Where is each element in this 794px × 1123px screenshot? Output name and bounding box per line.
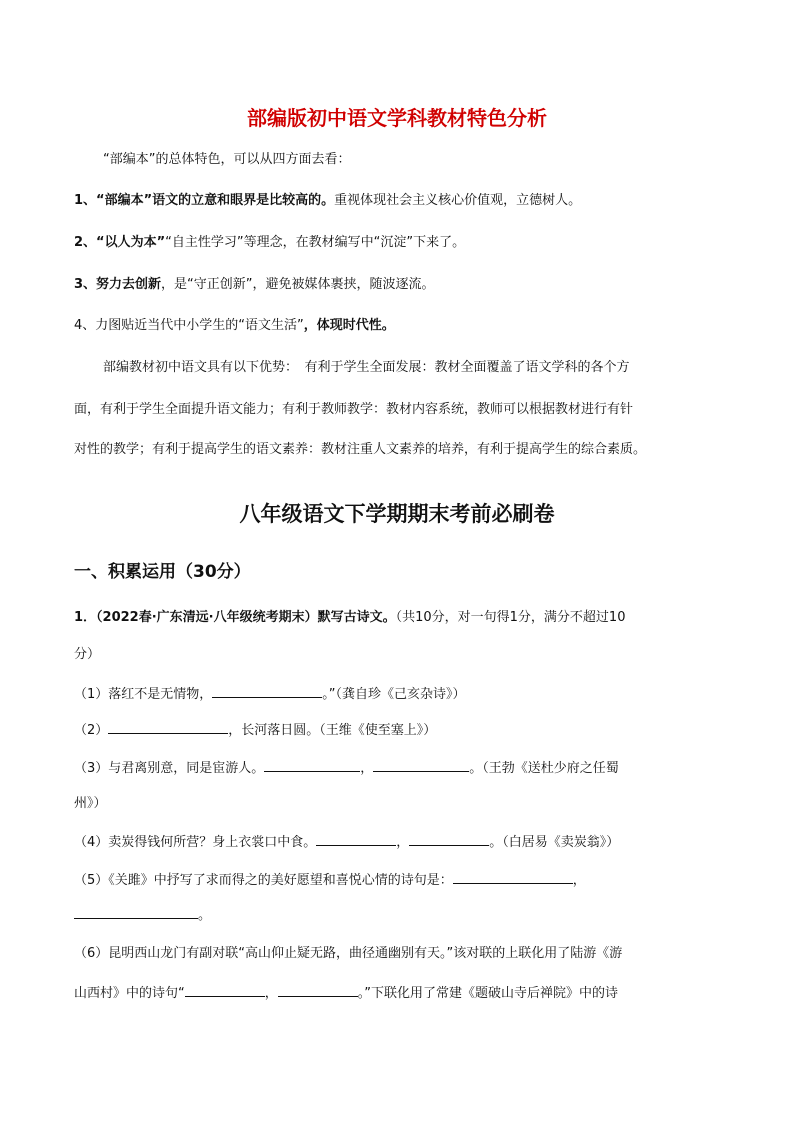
point-4-pre: 4、力图贴近当代中小学生的“语文生活” [74,318,304,333]
sub-question-3 [74,758,619,778]
sub-question-6-text: 山西村》中的诗句“ [74,986,185,1001]
sub-question-4-text: （4）卖炭得钱何所营？身上衣裳口中食。 [74,835,317,850]
advantages-line-3: 对性的教学；有利于提高学生的语文素养：教材注重人文素养的培养，有利于提高学生的综合素质。 [74,442,647,457]
answer-blank[interactable] [409,832,489,846]
sub-question-6-cont [74,983,618,1003]
sub-question-5-wrap [74,905,211,925]
point-1-rest: 重视体现社会主义核心价值观，立德树人。 [334,193,582,208]
comma: ， [264,986,278,1001]
sub-question-4-source: 。（白居易《卖炭翁》） [489,835,620,850]
answer-blank[interactable] [185,983,265,997]
point-4-bold: ，体现时代性。 [303,318,395,333]
sub-question-4 [74,832,619,852]
question-1-head [74,609,625,627]
answer-blank[interactable] [108,720,228,734]
sub-question-5-text: （5）《关雎》中抒写了求而得之的美好愿望和喜悦心情的诗句是： [74,873,453,888]
question-1-instructions: （共10分，对一句得1分，满分不超过10 [395,610,626,625]
intro-text: “部编本”的总体特色，可以从四方面去看： [103,152,351,167]
comma: ， [572,873,586,888]
sub-question-3-source: 。（王勃《送杜少府之任蜀 [469,761,619,776]
page-title: 部编版初中语文学科教材特色分析 [247,106,547,130]
advantages-line-2: 面，有利于学生全面提升语文能力；有利于教师教学：教材内容系统，教师可以根据教材进行有针 [74,402,634,417]
sub-question-2-number: （2） [74,723,109,738]
sub-question-3-wrap: 州》） [74,796,107,811]
question-1-source: 1．（2022春·广东清远·八年级统考期末）默写古诗文。 [74,610,396,625]
sub-question-3-text: （3）与君离别意，同是宦游人。 [74,761,265,776]
point-4 [74,317,395,335]
answer-blank[interactable] [212,684,322,698]
sub-question-2-text: ，长河落日圆。（王维《使至塞上》） [228,723,437,738]
advantages-line-1: 部编教材初中语文具有以下优势： 有利于学生全面发展：教材全面覆盖了语文学科的各个方 [103,360,630,375]
section-heading: 一、积累运用（30分） [74,562,251,582]
answer-blank[interactable] [453,870,573,884]
sub-question-1 [74,684,466,704]
exam-title: 八年级语文下学期期末考前必刷卷 [239,502,555,526]
sub-question-1-text: （1）落红不是无情物， [74,687,213,702]
point-1 [74,192,581,210]
answer-blank[interactable] [373,758,469,772]
point-2-bold: 2、“以人为本” [74,235,166,250]
point-3-bold: 3、努力去创新 [74,277,162,292]
comma: ， [360,761,374,776]
sub-question-1-source: 。”（龚自珍《己亥杂诗》） [322,687,466,702]
point-3 [74,276,435,294]
point-2-rest: “自主性学习”等理念，在教材编写中“沉淀”下来了。 [165,235,466,250]
answer-blank[interactable] [74,905,198,919]
sub-question-2 [74,720,436,740]
question-1-head-wrap: 分） [74,647,101,662]
point-3-rest: ，是“守正创新”，避免被媒体裹挟，随波逐流。 [161,277,435,292]
sub-question-6-rest: 。”下联化用了常建《题破山寺后禅院》中的诗 [357,986,619,1001]
period: 。 [198,908,212,923]
point-1-bold: 1、“部编本”语文的立意和眼界是比较高的。 [74,193,335,208]
point-2 [74,234,465,252]
sub-question-5 [74,870,586,890]
sub-question-6: （6）昆明西山龙门有副对联“高山仰止疑无路，曲径通幽别有天。”该对联的上联化用了陆游《游 [74,946,623,961]
comma: ， [396,835,410,850]
answer-blank[interactable] [278,983,358,997]
answer-blank[interactable] [316,832,396,846]
answer-blank[interactable] [264,758,360,772]
